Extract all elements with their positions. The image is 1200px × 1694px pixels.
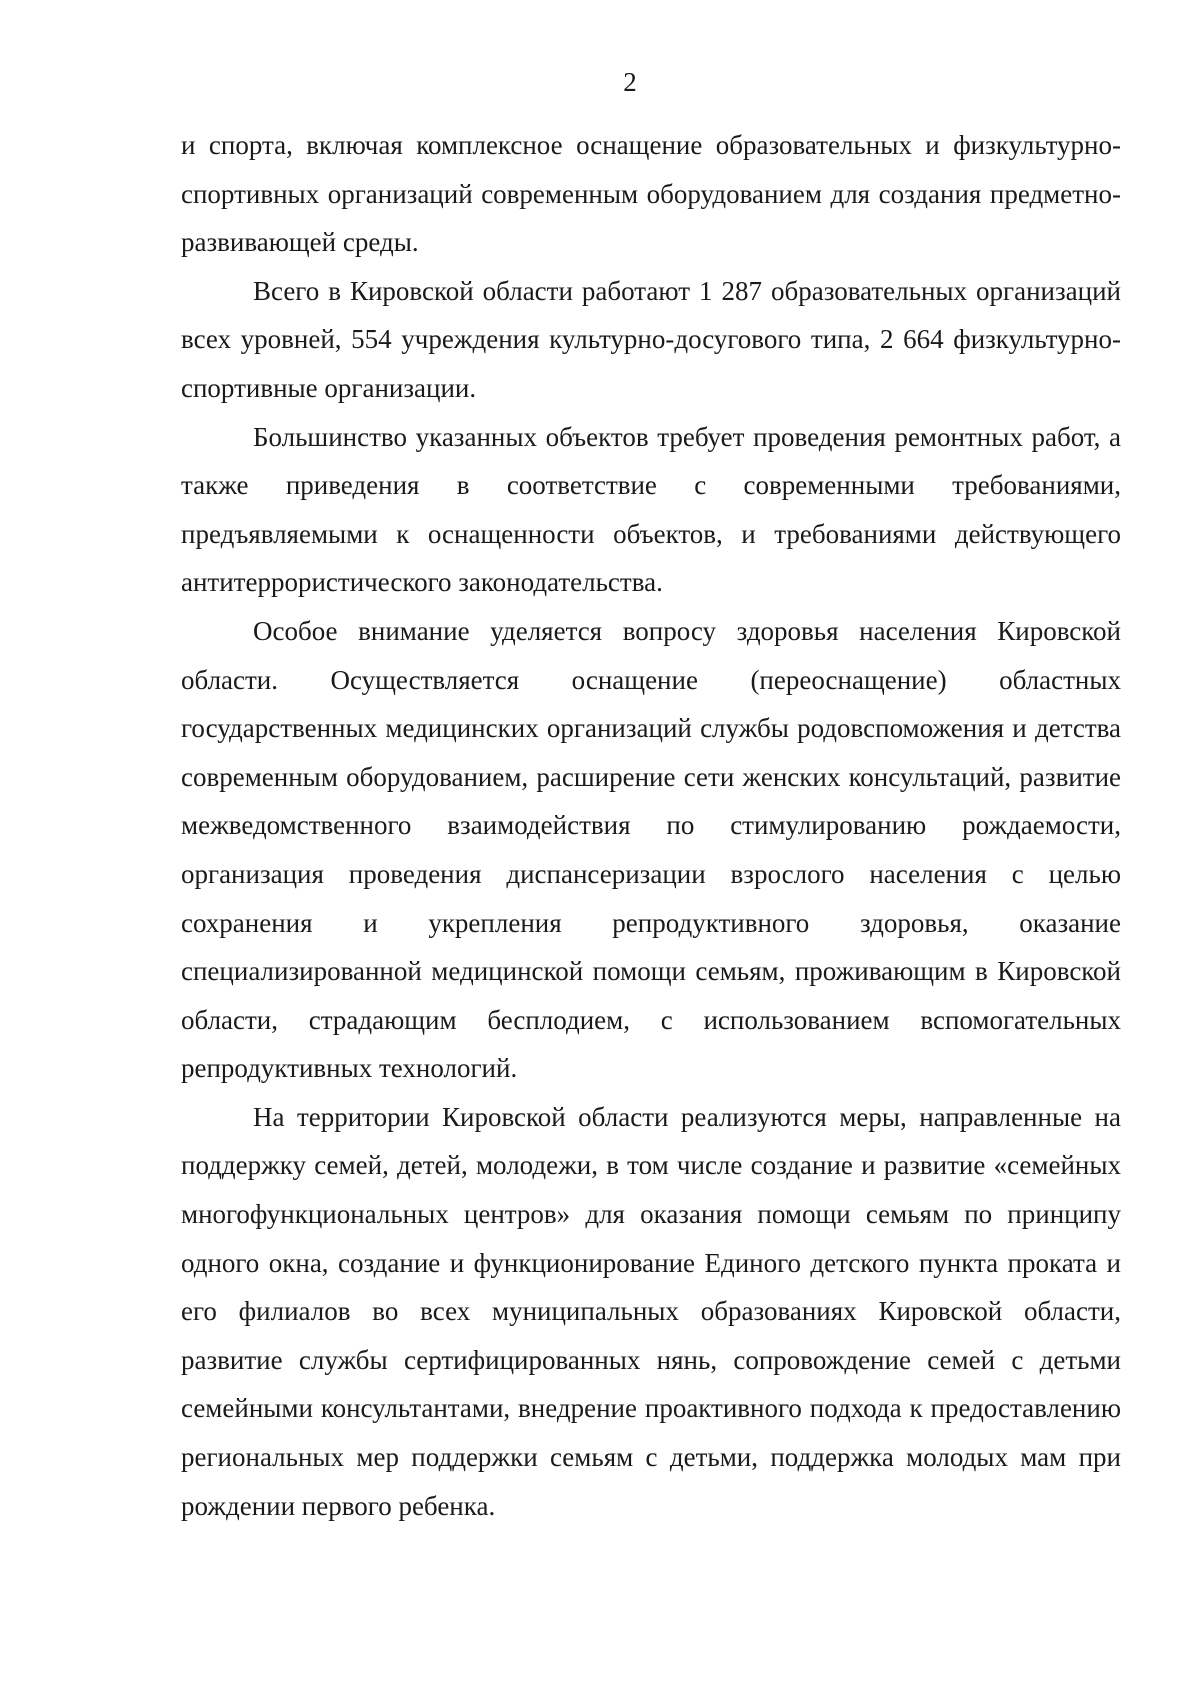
paragraph-repair-requirements: Большинство указанных объектов требует проведения ремонтных работ, а также приведения в соответствие с современными требованиями, предъявляемыми к оснащенности объектов, и требованиями действующего антитеррористического законодательства. [181, 421, 1121, 598]
paragraph-continuation: и спорта, включая комплексное оснащение образовательных и физкультурно-спортивных организаций современным оборудованием для создания предметно-развивающей среды. [181, 130, 1121, 258]
page-number: 2 [623, 67, 637, 97]
paragraph-institutions-count: Всего в Кировской области работают 1 287 образовательных организаций всех уровней, 554 учреждения культурно-досугового типа, 2 664 физкультурно-спортивные организации. [181, 275, 1121, 403]
paragraph-family-support: На территории Кировской области реализуются меры, направленные на поддержку семей, детей, молодежи, в том числе создание и развитие «семейных многофункциональных центров» для оказания помощи семьям по принципу одного окна, создание и функционирование Единого детского пункта проката и его филиалов во всех муниципальных образованиях Кировской области, развитие службы сертифицированных нянь, сопровождение семей с детьми семейными консультантами, внедрение проактивного подхода к предоставлению региональных мер поддержки семьям с детьми, поддержка молодых мам при рождении первого ребенка. [181, 1101, 1121, 1521]
document-body [181, 121, 1121, 1530]
paragraph-health: Особое внимание уделяется вопросу здоровья населения Кировской области. Осуществляется оснащение (переоснащение) областных государственных медицинских организаций службы родовспоможения и детства современным оборудованием, расширение сети женских консультаций, развитие межведомственного взаимодействия по стимулированию рождаемости, организация проведения диспансеризации взрослого населения с целью сохранения и укрепления репродуктивного здоровья, оказание специализированной медицинской помощи семьям, проживающим в Кировской области, страдающим бесплодием, с использованием вспомогательных репродуктивных технологий. [181, 615, 1121, 1084]
